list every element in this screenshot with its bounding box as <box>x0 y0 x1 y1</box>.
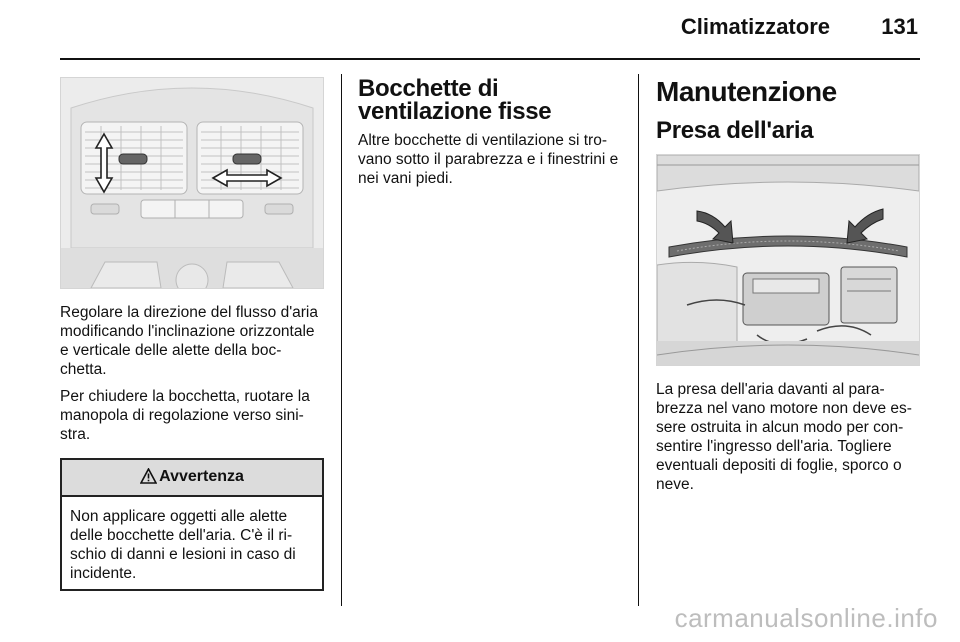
paragraph-air-intake: La presa dell'aria davanti al para-brezza nel vano motore non deve es-sere ostruita in alcun modo per con-sentire l'ingresso dell'aria. Togliere eventuali depositi di foglie, sporco o neve. <box>656 381 912 493</box>
section-title: Climatizzatore <box>680 14 830 39</box>
rear-air-vent-icon <box>61 78 323 288</box>
heading-air-intake: Presa dell'aria <box>656 117 814 144</box>
column-1 <box>60 77 324 591</box>
paragraph-close-vent: Per chiudere la bocchetta, ruotare la manopola di regolazione verso sini-stra. <box>60 388 310 443</box>
watermark-text: carmanualsonline.info <box>674 603 938 633</box>
engine-bay-icon <box>657 155 919 365</box>
column-2 <box>358 77 620 196</box>
paragraph-fixed-vents: Altre bocchette di ventilazione si tro-vano sotto il parabrezza e i finestrini e nei vani piedi. <box>358 132 619 187</box>
engine-bay-figure <box>656 154 920 366</box>
paragraph-direction: Regolare la direzione del flusso d'aria modificando l'inclinazione orizzontale e verticale delle alette della boc-chetta. <box>60 304 318 378</box>
warning-triangle-icon <box>140 468 157 489</box>
column-divider-2 <box>638 74 639 606</box>
heading-fixed-vents: Bocchette di ventilazione fisse <box>358 75 552 125</box>
warning-header <box>62 460 322 497</box>
rear-air-vent-figure <box>60 77 324 289</box>
column-divider-1 <box>341 74 342 606</box>
column-3 <box>656 77 920 502</box>
header-rule <box>60 58 920 60</box>
heading-maintenance: Manutenzione <box>656 76 837 107</box>
warning-text: Non applicare oggetti alle alette delle bocchette dell'aria. C'è il ri-schio di danni e lesioni in caso di incidente. <box>70 508 296 582</box>
page-number: 131 <box>881 14 918 39</box>
warning-title: Avvertenza <box>159 468 244 485</box>
warning-box <box>60 458 324 591</box>
